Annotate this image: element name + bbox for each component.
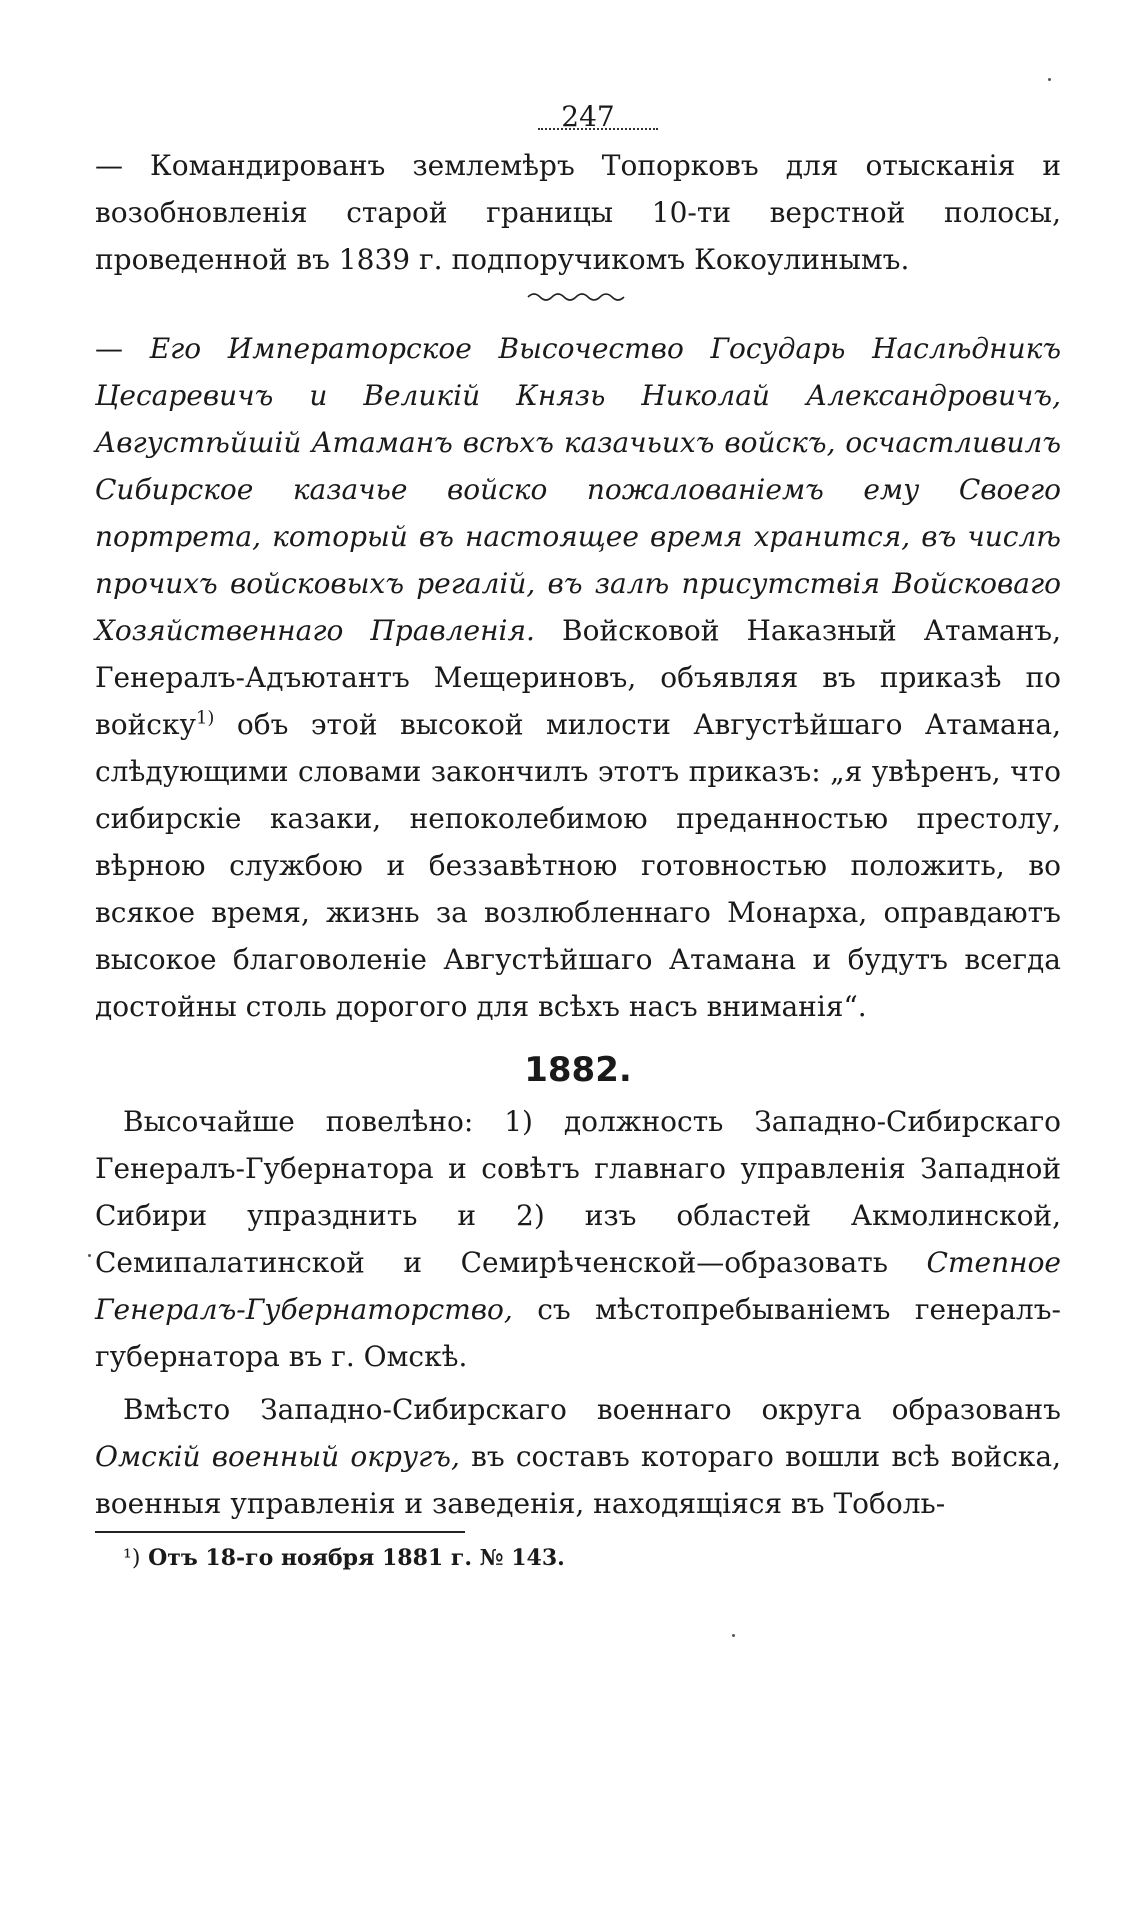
paper-speck [1048, 78, 1051, 81]
footnote-reference: 1) [195, 707, 215, 729]
paragraph-surveyor [95, 142, 1061, 283]
page-number-text: 247 [561, 100, 615, 133]
footnote-mark: ¹) [123, 1546, 141, 1571]
paragraph-surveyor-text: — Командированъ землемѣръ Топорковъ для отысканія и возобновленія старой границы 10-ти верстной полосы, проведенной въ 1839 г. подпоручикомъ Кокоулинымъ. [95, 149, 1061, 276]
district-text-start: Вмѣсто Западно-Сибирскаго военнаго округа образованъ [123, 1393, 1061, 1426]
footnote-rule [95, 1531, 465, 1533]
district-italic: Омскій военный округъ, [95, 1440, 460, 1473]
paragraph-military-district [95, 1386, 1061, 1527]
page-number-dotted-rule [538, 128, 658, 130]
decree-text-start: Высочайше повелѣно: 1) должность Западно-Сибирскаго Генералъ-Губернатора и совѣтъ главнаго управленія Западной Сибири упразднить и 2) изъ областей Акмолинской, Семипалатинской и Семирѣченской—образовать [95, 1105, 1061, 1279]
order-text-start: Войсковой Наказный Атаманъ, Генералъ-Адъютантъ Мещериновъ, объявляя въ приказѣ по войску [95, 614, 1062, 741]
footnote-text: Отъ 18-го ноября 1881 г. № 143. [140, 1545, 565, 1571]
wavy-divider [95, 287, 1061, 321]
decree-italic: Степное Генералъ-Губернаторство, [95, 1246, 1061, 1326]
italic-passage: Его Императорское Высочество Государь Наслѣдникъ Цесаревичъ и Великій Князь Николай Александровичъ, Августѣйшій Атаманъ всѣхъ казачьихъ войскъ, осчастливилъ Сибирское казачье войско пожалованіемъ ему Своего портрета, который въ настоящее время хранится, въ числѣ прочихъ войсковыхъ регалій, въ залѣ присутствія Войсковаго Хозяйственнаго Правленія. [95, 332, 1062, 647]
order-text-end: объ этой высокой милости Августѣйшаго Атамана, слѣдующими словами закончилъ этотъ приказъ: „я увѣренъ, что сибирскіе казаки, непоколебимою преданностью престолу, вѣрною службою и беззавѣтною готовностью положить, во всякое время, жизнь за возлюбленнаго Монарха, оправдаютъ высокое благоволеніе Августѣйшаго Атамана и будутъ всегда достойны столь дорогого для всѣхъ насъ вниманія“. [95, 708, 1061, 1023]
footnote [95, 1543, 1061, 1574]
district-text-end: въ составъ котораго вошли всѣ войска, военныя управленія и заведенія, находящіяся въ Тоболь- [95, 1440, 1061, 1520]
paragraph-decree [95, 1098, 1061, 1380]
paper-speck [88, 1254, 91, 1257]
page-number [95, 100, 1061, 133]
paper-speck [732, 1634, 735, 1637]
decree-text-end: съ мѣстопребываніемъ генералъ-губернатора въ г. Омскѣ. [95, 1293, 1061, 1373]
paragraph-portrait [95, 325, 1061, 1030]
wavy-divider-icon [526, 287, 630, 307]
leading-dash: — [95, 332, 150, 365]
year-heading: 1882. [524, 1050, 632, 1090]
book-page [95, 100, 1061, 1574]
